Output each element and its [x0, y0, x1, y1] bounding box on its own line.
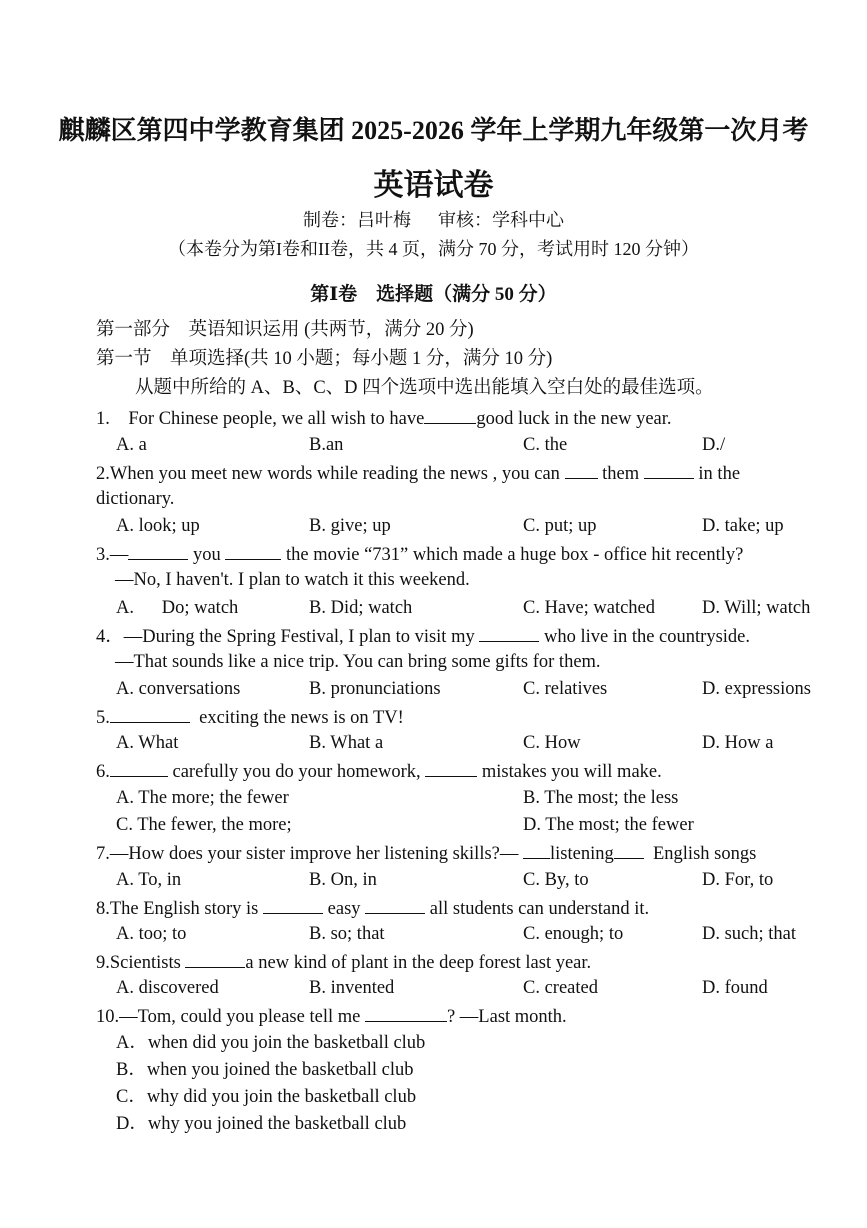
q9-option-b: B. invented: [309, 978, 395, 998]
question-4: [96, 623, 750, 649]
q10-text-b: ? —Last month.: [446, 1007, 567, 1027]
q10-option-a: A．when did you join the basketball club: [116, 1033, 426, 1053]
question-9: [96, 949, 591, 975]
q8-blank-2: [365, 895, 425, 914]
q7-option-b: B. On, in: [309, 870, 377, 890]
q5-option-a: A. What: [116, 733, 179, 753]
q2-option-c: C. put; up: [523, 516, 597, 536]
q9-option-d: D. found: [702, 978, 768, 998]
section1-heading: 第一节 单项选择(共 10 小题；每小题 1 分，满分 10 分): [96, 349, 553, 369]
q3-text-c: the movie “731” which made a huge box - office hit recently?: [286, 545, 744, 565]
q9-text-a: 9.Scientists: [96, 953, 181, 973]
q5-text-a: 5.: [96, 708, 110, 728]
q5-text-b: exciting the news is on TV!: [199, 708, 404, 728]
q3-option-a: A. Do; watch: [116, 598, 239, 618]
q4-option-d: D. expressions: [702, 679, 811, 699]
q3-option-d: D. Will; watch: [702, 598, 811, 618]
q10-blank: [365, 1003, 447, 1022]
q1-option-b: B.an: [309, 435, 344, 455]
q8-option-b: B. so; that: [309, 924, 385, 944]
question-1: [96, 405, 672, 431]
q4-text-b: who live in the countryside.: [543, 627, 750, 647]
q7-text-b: listening: [550, 844, 614, 864]
q2-text-b: them: [602, 464, 640, 484]
q1-option-c: C. the: [523, 435, 568, 455]
q6-option-c: C. The fewer, the more;: [116, 815, 292, 835]
q9-text-b: a new kind of plant in the deep forest last year.: [245, 953, 592, 973]
q8-text-a: 8.The English story is: [96, 899, 259, 919]
q1-blank: [424, 405, 476, 424]
q6-option-d: D. The most; the fewer: [523, 815, 694, 835]
q7-option-c: C. By, to: [523, 870, 589, 890]
q4-option-a: A. conversations: [116, 679, 241, 699]
question-6: [96, 758, 662, 784]
section1-instruction: 从题中所给的 A、B、C、D 四个选项中选出能填入空白处的最佳选项。: [135, 378, 714, 398]
q6-option-a: A. The more; the fewer: [116, 788, 289, 808]
q6-text-c: mistakes you will make.: [481, 762, 662, 782]
q9-blank: [185, 949, 245, 968]
q3-text-a: 3.—: [96, 545, 129, 565]
exam-note: （本卷分为第I卷和II卷，共 4 页，满分 70 分，考试用时 120 分钟）: [168, 239, 699, 259]
q4-blank: [479, 623, 539, 642]
q10-option-d: D．why you joined the basketball club: [116, 1114, 407, 1134]
q8-text-b: easy: [327, 899, 361, 919]
q4-reply: —That sounds like a nice trip. You can bring some gifts for them.: [115, 652, 601, 672]
q3-text-b: you: [193, 545, 221, 565]
question-3: [96, 541, 743, 567]
q8-option-d: D. such; that: [702, 924, 797, 944]
question-8: [96, 895, 649, 921]
q3-option-b: B. Did; watch: [309, 598, 413, 618]
q5-option-b: B. What a: [309, 733, 384, 753]
q1-text-b: good luck in the new year.: [476, 409, 672, 429]
q10-text-a: 10.—Tom, could you please tell me: [96, 1007, 361, 1027]
exam-subject-title: 英语试卷: [373, 169, 494, 202]
q4-option-b: B. pronunciations: [309, 679, 441, 699]
q6-option-b: B. The most; the less: [523, 788, 679, 808]
q2-blank-1: [565, 460, 598, 479]
q4-text-a: 4．—During the Spring Festival, I plan to visit my: [96, 627, 475, 647]
volume-heading: 第Ⅰ卷 选择题（满分 50 分）: [310, 284, 557, 305]
q6-blank-2: [425, 758, 477, 777]
q9-option-a: A. discovered: [116, 978, 219, 998]
q2-option-d: D. take; up: [702, 516, 784, 536]
q2-text-c: in the: [698, 464, 741, 484]
q7-option-a: A. To, in: [116, 870, 182, 890]
q2-option-a: A. look; up: [116, 516, 200, 536]
q1-option-d: D./: [702, 435, 726, 455]
q4-option-c: C. relatives: [523, 679, 608, 699]
q8-blank-1: [263, 895, 323, 914]
question-2: [96, 460, 740, 486]
q5-blank: [110, 704, 190, 723]
q8-option-c: C. enough; to: [523, 924, 624, 944]
q2-option-b: B. give; up: [309, 516, 391, 536]
q2-text-a: 2.When you meet new words while reading the news , you can: [96, 464, 560, 484]
q3-blank-2: [225, 541, 281, 560]
q5-option-d: D. How a: [702, 733, 774, 753]
exam-makers: 制卷：吕叶梅 审核：学科中心: [303, 210, 564, 230]
q7-blank-2: [614, 840, 644, 859]
q10-option-b: B．when you joined the basketball club: [116, 1060, 414, 1080]
q7-option-d: D. For, to: [702, 870, 774, 890]
q2-blank-2: [644, 460, 694, 479]
q7-text-a: 7.—How does your sister improve her listening skills?—: [96, 844, 519, 864]
q3-option-c: C. Have; watched: [523, 598, 656, 618]
q3-reply: —No, I haven't. I plan to watch it this weekend.: [115, 570, 470, 590]
q6-text-b: carefully you do your homework,: [172, 762, 421, 782]
q2-text-continued: dictionary.: [96, 489, 175, 509]
q7-text-c: English songs: [652, 844, 757, 864]
q1-option-a: A. a: [116, 435, 147, 455]
q9-option-c: C. created: [523, 978, 598, 998]
exam-title: 麒麟区第四中学教育集团 2025-2026 学年上学期九年级第一次月考: [58, 116, 809, 145]
question-5: [96, 704, 404, 730]
q6-text-a: 6.: [96, 762, 110, 782]
question-10: [96, 1003, 567, 1029]
q10-option-c: C．why did you join the basketball club: [116, 1087, 417, 1107]
q8-option-a: A. too; to: [116, 924, 187, 944]
q8-text-c: all students can understand it.: [429, 899, 650, 919]
q6-blank-1: [110, 758, 168, 777]
q5-option-c: C. How: [523, 733, 581, 753]
question-7: [96, 840, 756, 866]
q7-blank-1: [523, 840, 550, 859]
q3-blank-1: [128, 541, 188, 560]
q1-text-a: 1. For Chinese people, we all wish to have: [96, 409, 425, 429]
part1-heading: 第一部分 英语知识运用 (共两节，满分 20 分): [96, 320, 474, 340]
